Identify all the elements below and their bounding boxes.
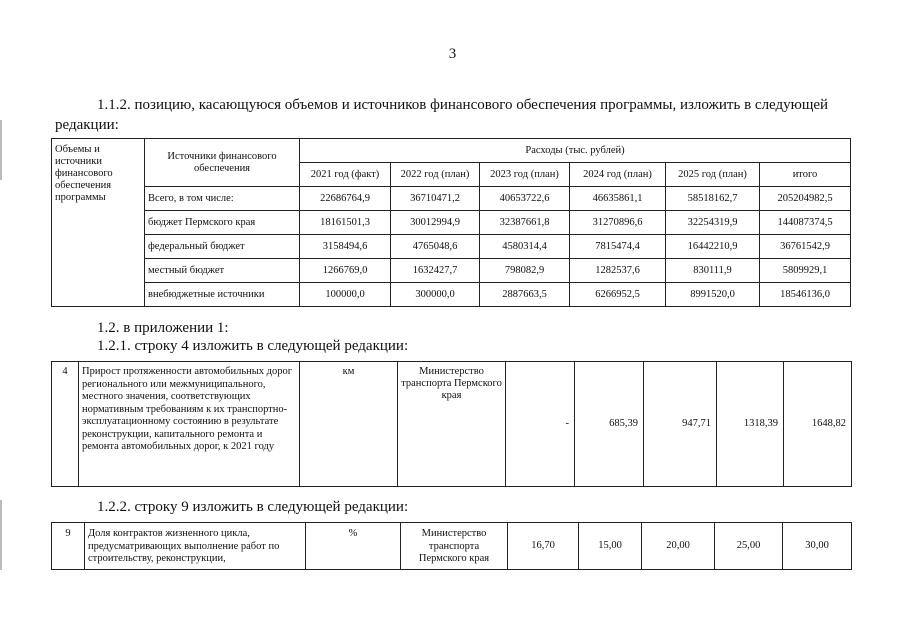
value-cell: 1648,82 <box>784 362 852 487</box>
value-cell: 22686764,9 <box>300 187 391 211</box>
row-number: 9 <box>52 523 85 570</box>
year-header: 2023 год (план) <box>480 163 570 187</box>
finance-row <box>52 187 851 211</box>
year-header: 2021 год (факт) <box>300 163 391 187</box>
value-cell: 20,00 <box>642 523 715 570</box>
value-cell: 6266952,5 <box>570 283 666 307</box>
value-cell: 798082,9 <box>480 259 570 283</box>
value-cell: 685,39 <box>575 362 644 487</box>
ministry-cell: Министерство транспорта Пермского края <box>401 523 508 570</box>
finance-row <box>52 211 851 235</box>
total-header: итого <box>760 163 851 187</box>
value-cell: 18161501,3 <box>300 211 391 235</box>
value-cell: 7815474,4 <box>570 235 666 259</box>
value-cell: 947,71 <box>644 362 717 487</box>
year-header: 2022 год (план) <box>391 163 480 187</box>
expenses-header: Расходы (тыс. рублей) <box>300 139 851 163</box>
section-1-2-1: 1.2.1. строку 4 изложить в следующей редакции: <box>97 338 409 354</box>
value-cell: 16442210,9 <box>666 235 760 259</box>
row-label: внебюджетные источники <box>145 283 300 307</box>
value-cell: 3158494,6 <box>300 235 391 259</box>
year-header: 2024 год (план) <box>570 163 666 187</box>
value-cell: 16,70 <box>508 523 579 570</box>
finance-row <box>52 259 851 283</box>
sources-header: Источники финансового обеспечения <box>145 139 300 187</box>
value-cell: 30,00 <box>783 523 852 570</box>
section-1-1-2-line2: редакции: <box>55 117 119 133</box>
finance-first-col: Объемы и источники финансового обеспечения программы <box>52 139 145 307</box>
value-cell: 144087374,5 <box>760 211 851 235</box>
ministry-cell: Министерство транспорта Пермского края <box>398 362 506 487</box>
finance-row <box>52 235 851 259</box>
row-number: 4 <box>52 362 79 487</box>
value-cell: 2887663,5 <box>480 283 570 307</box>
row-label: федеральный бюджет <box>145 235 300 259</box>
row-label: Всего, в том числе: <box>145 187 300 211</box>
section-1-1-2-line1: 1.1.2. позицию, касающуюся объемов и источников финансового обеспечения программы, изложить в следующей <box>97 97 829 113</box>
indicator-description: Доля контрактов жизненного цикла, предусматривающих выполнение работ по строительству, реконструкции, <box>85 523 306 570</box>
row-label: местный бюджет <box>145 259 300 283</box>
value-cell: 830111,9 <box>666 259 760 283</box>
finance-row <box>52 283 851 307</box>
value-cell: 1318,39 <box>717 362 784 487</box>
value-cell: 40653722,6 <box>480 187 570 211</box>
finance-table <box>51 138 851 307</box>
value-cell: 205204982,5 <box>760 187 851 211</box>
section-1-2: 1.2. в приложении 1: <box>97 320 229 336</box>
value-cell: 36710471,2 <box>391 187 480 211</box>
value-cell: 5809929,1 <box>760 259 851 283</box>
value-cell: 8991520,0 <box>666 283 760 307</box>
year-header: 2025 год (план) <box>666 163 760 187</box>
value-cell: 4580314,4 <box>480 235 570 259</box>
indicator-description: Прирост протяженности автомобильных дорог регионального или межмуниципального, местного значения, соответствующих нормативным требованиям к их транспортно-эксплуатационному состоянию в результате реконструкции, капитального ремонта и ремонта автомобильных дорог, к 2021 году <box>79 362 300 487</box>
indicator-row-9-table <box>51 522 852 570</box>
value-cell: 1282537,6 <box>570 259 666 283</box>
scan-edge-mark <box>0 120 2 180</box>
indicator-row-4-table <box>51 361 852 487</box>
value-cell: 1632427,7 <box>391 259 480 283</box>
value-cell: 58518162,7 <box>666 187 760 211</box>
scan-edge-mark <box>0 500 2 570</box>
value-cell: 25,00 <box>715 523 783 570</box>
section-1-2-2: 1.2.2. строку 9 изложить в следующей редакции: <box>97 499 409 515</box>
unit-cell: км <box>300 362 398 487</box>
value-cell: 300000,0 <box>391 283 480 307</box>
unit-cell: % <box>306 523 401 570</box>
value-cell: - <box>506 362 575 487</box>
value-cell: 15,00 <box>579 523 642 570</box>
value-cell: 31270896,6 <box>570 211 666 235</box>
value-cell: 32387661,8 <box>480 211 570 235</box>
value-cell: 46635861,1 <box>570 187 666 211</box>
page-number: 3 <box>448 46 457 62</box>
value-cell: 100000,0 <box>300 283 391 307</box>
value-cell: 4765048,6 <box>391 235 480 259</box>
value-cell: 36761542,9 <box>760 235 851 259</box>
value-cell: 32254319,9 <box>666 211 760 235</box>
value-cell: 18546136,0 <box>760 283 851 307</box>
value-cell: 1266769,0 <box>300 259 391 283</box>
value-cell: 30012994,9 <box>391 211 480 235</box>
row-label: бюджет Пермского края <box>145 211 300 235</box>
